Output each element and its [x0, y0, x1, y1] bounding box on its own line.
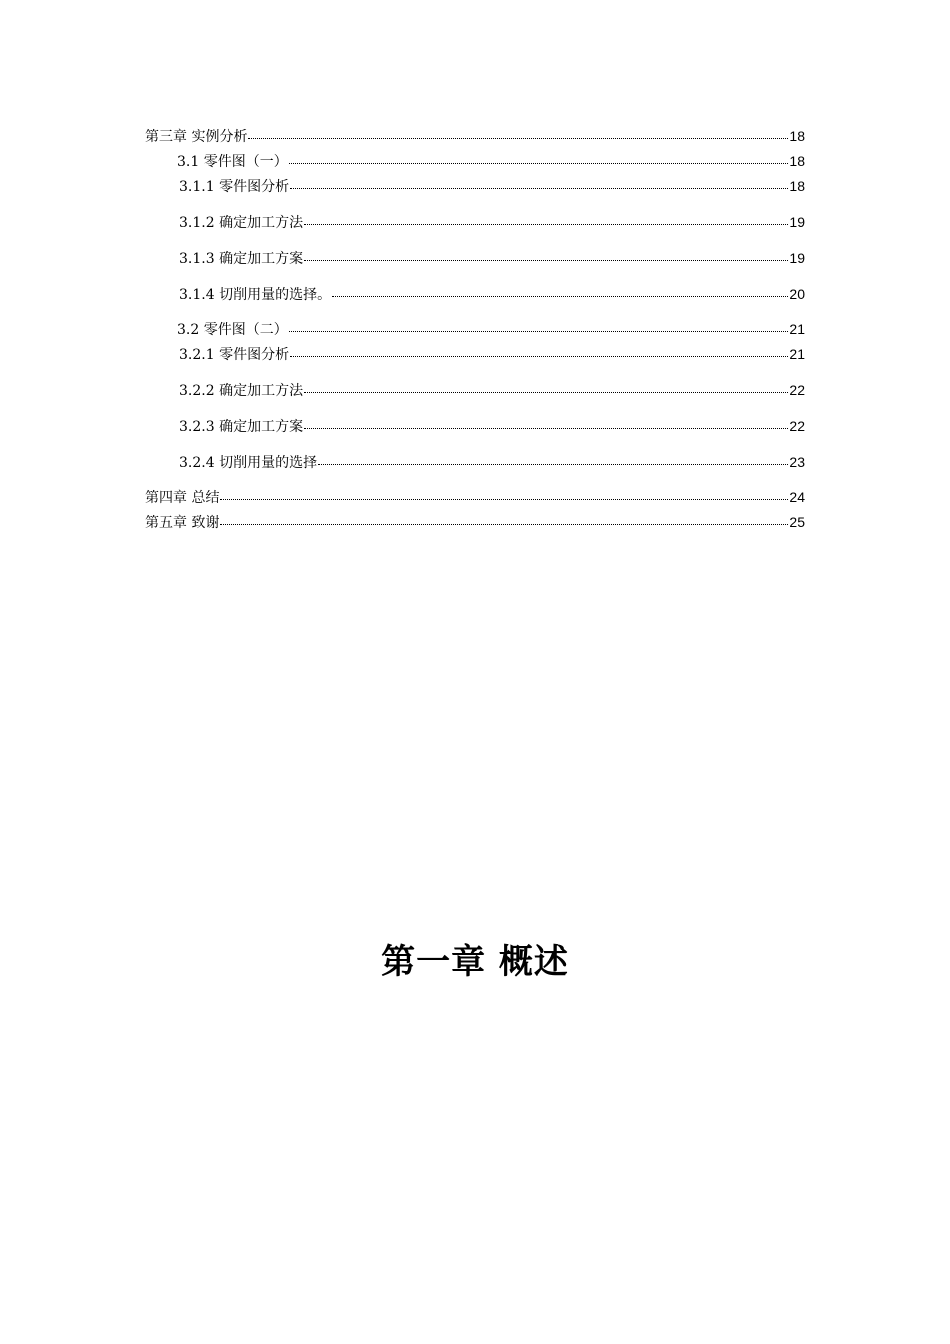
- toc-entry-label: 3.2.4 切削用量的选择: [179, 455, 318, 471]
- toc-entry-page: 24: [789, 489, 805, 505]
- chapter-title: 第一章 概述: [381, 942, 569, 982]
- toc-entry-label: 3.2.2 确定加工方法: [179, 383, 304, 399]
- toc-entry-label: 3.2 零件图（二）: [177, 322, 288, 338]
- toc-entry-label: 3.1.4 切削用量的选择。: [179, 287, 332, 303]
- toc-leader-dots: [290, 176, 788, 189]
- toc-leader-dots: [304, 248, 788, 261]
- toc-leader-dots: [289, 151, 789, 164]
- toc-entry-3-1[interactable]: [177, 152, 805, 171]
- toc-entry-label: 3.1.2 确定加工方法: [179, 215, 304, 231]
- toc-leader-dots: [304, 212, 788, 225]
- toc-entry-page: 21: [789, 346, 805, 362]
- toc-entry-label: 第五章 致谢: [145, 515, 220, 531]
- toc-leader-dots: [289, 319, 789, 332]
- toc-entry-page: 18: [789, 178, 805, 194]
- toc-entry-3-2[interactable]: [177, 320, 805, 339]
- toc-entry-page: 19: [789, 214, 805, 230]
- toc-entry-chapter-4[interactable]: [145, 488, 805, 507]
- toc-entry-label: 3.2.1 零件图分析: [179, 347, 290, 363]
- toc-leader-dots: [304, 416, 788, 429]
- toc-leader-dots: [220, 512, 788, 525]
- toc-entry-page: 23: [789, 454, 805, 470]
- toc-entry-page: 20: [789, 286, 805, 302]
- toc-entry-label: 3.1.3 确定加工方案: [179, 251, 304, 267]
- toc-entry-label: 3.1.1 零件图分析: [179, 179, 290, 195]
- toc-leader-dots: [304, 380, 788, 393]
- toc-entry-label: 3.2.3 确定加工方案: [179, 419, 304, 435]
- toc-entry-3-2-3[interactable]: [179, 417, 805, 436]
- toc-entry-page: 22: [789, 418, 805, 434]
- toc-entry-label: 3.1 零件图（一）: [177, 154, 288, 170]
- toc-entry-page: 18: [789, 153, 805, 169]
- toc-entry-chapter-3[interactable]: [145, 127, 805, 146]
- toc-entry-page: 18: [789, 128, 805, 144]
- toc-leader-dots: [248, 126, 788, 139]
- toc-entry-3-1-1[interactable]: [179, 177, 805, 196]
- toc-entry-label: 第四章 总结: [145, 490, 220, 506]
- toc-entry-3-1-2[interactable]: [179, 213, 805, 232]
- toc-entry-3-2-2[interactable]: [179, 381, 805, 400]
- toc-entry-3-1-4[interactable]: [179, 285, 805, 304]
- toc-entry-label: 第三章 实例分析: [145, 129, 248, 145]
- toc-entry-3-2-1[interactable]: [179, 345, 805, 364]
- toc-entry-page: 22: [789, 382, 805, 398]
- toc-leader-dots: [332, 284, 788, 297]
- toc-entry-page: 21: [789, 321, 805, 337]
- toc-entry-page: 19: [789, 250, 805, 266]
- toc-leader-dots: [220, 487, 788, 500]
- toc-entry-3-1-3[interactable]: [179, 249, 805, 268]
- toc-leader-dots: [290, 344, 788, 357]
- toc-entry-3-2-4[interactable]: [179, 453, 805, 472]
- toc-entry-page: 25: [789, 514, 805, 530]
- toc-entry-chapter-5[interactable]: [145, 513, 805, 532]
- toc-leader-dots: [318, 452, 788, 465]
